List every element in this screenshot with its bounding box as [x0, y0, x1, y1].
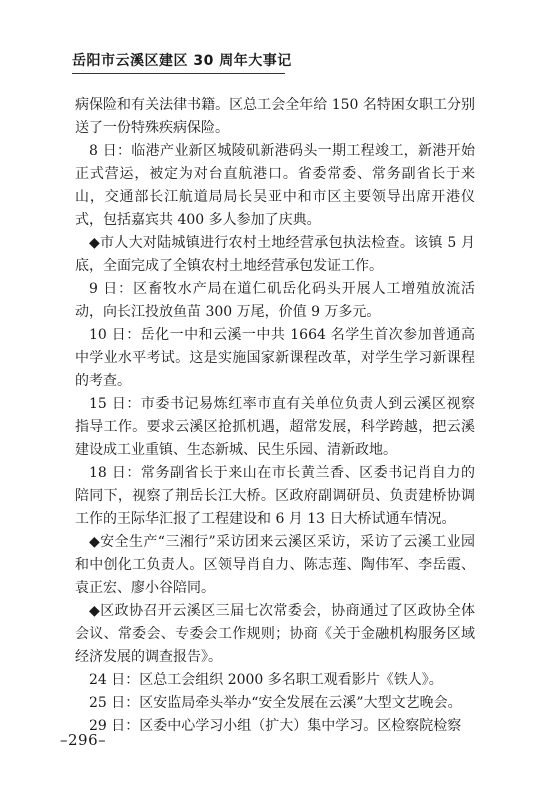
body-paragraph: 病保险和有关法律书籍。区总工会全年给 150 名特困女职工分别送了一份特殊疾病保险。	[75, 97, 475, 136]
body-paragraph: 18 日：常务副省长于来山在市长黄兰香、区委书记肖自力的陪同下，视察了荆岳长江大桥。区政府副调研员、负责建桥协调工作的王际华汇报了工程建设和 6 月 13 日大桥试通车情况。	[75, 465, 475, 527]
body-paragraph: ◆区政协召开云溪区三届七次常委会，协商通过了区政协全体会议、常委会、专委会工作规则；协商《关于金融机构服务区域经济发展的调查报告》。	[75, 603, 475, 665]
body-paragraph: 10 日：岳化一中和云溪一中共 1664 名学生首次参加普通高中学业水平考试。这是实施国家新课程改革，对学生学习新课程的考查。	[75, 327, 475, 389]
page-body	[75, 94, 475, 738]
body-paragraph: 24 日：区总工会组织 2000 多名职工观看影片《铁人》。	[89, 672, 443, 688]
running-header: 岳阳市云溪区建区 30 周年大事记	[72, 53, 292, 69]
body-paragraph: 8 日：临港产业新区城陵矶新港码头一期工程竣工，新港开始正式营运，被定为对台直航港口。省委常委、常务副省长于来山，交通部长江航道局局长吴亚中和市区主要领导出席开港仪式，包括嘉宾共 400 多人参加了庆典。	[75, 143, 475, 228]
body-paragraph: ◆市人大对陆城镇进行农村土地经营承包执法检查。该镇 5 月底，全面完成了全镇农村土地经营承包发证工作。	[75, 235, 475, 274]
body-paragraph: 9 日：区畜牧水产局在道仁矶岳化码头开展人工增殖放流活动，向长江投放鱼苗 300 万尾，价值 9 万多元。	[75, 281, 475, 320]
page-number: –296–	[60, 731, 107, 749]
body-paragraph: 25 日：区安监局牵头举办“安全发展在云溪”大型文艺晚会。	[89, 695, 462, 711]
body-paragraph: ◆安全生产“三湘行”采访团来云溪区采访，采访了云溪工业园和中创化工负责人。区领导肖自力、陈志莲、陶伟军、李岳霞、袁正宏、廖小谷陪同。	[75, 534, 475, 596]
body-paragraph: 15 日：市委书记易炼红率市直有关单位负责人到云溪区视察指导工作。要求云溪区抢抓机遇，超常发展，科学跨越，把云溪建设成工业重镇、生态新城、民生乐园、清新政地。	[75, 396, 475, 458]
body-paragraph: 29 日：区委中心学习小组（扩大）集中学习。区检察院检察	[89, 718, 462, 734]
header-rule	[72, 73, 285, 74]
